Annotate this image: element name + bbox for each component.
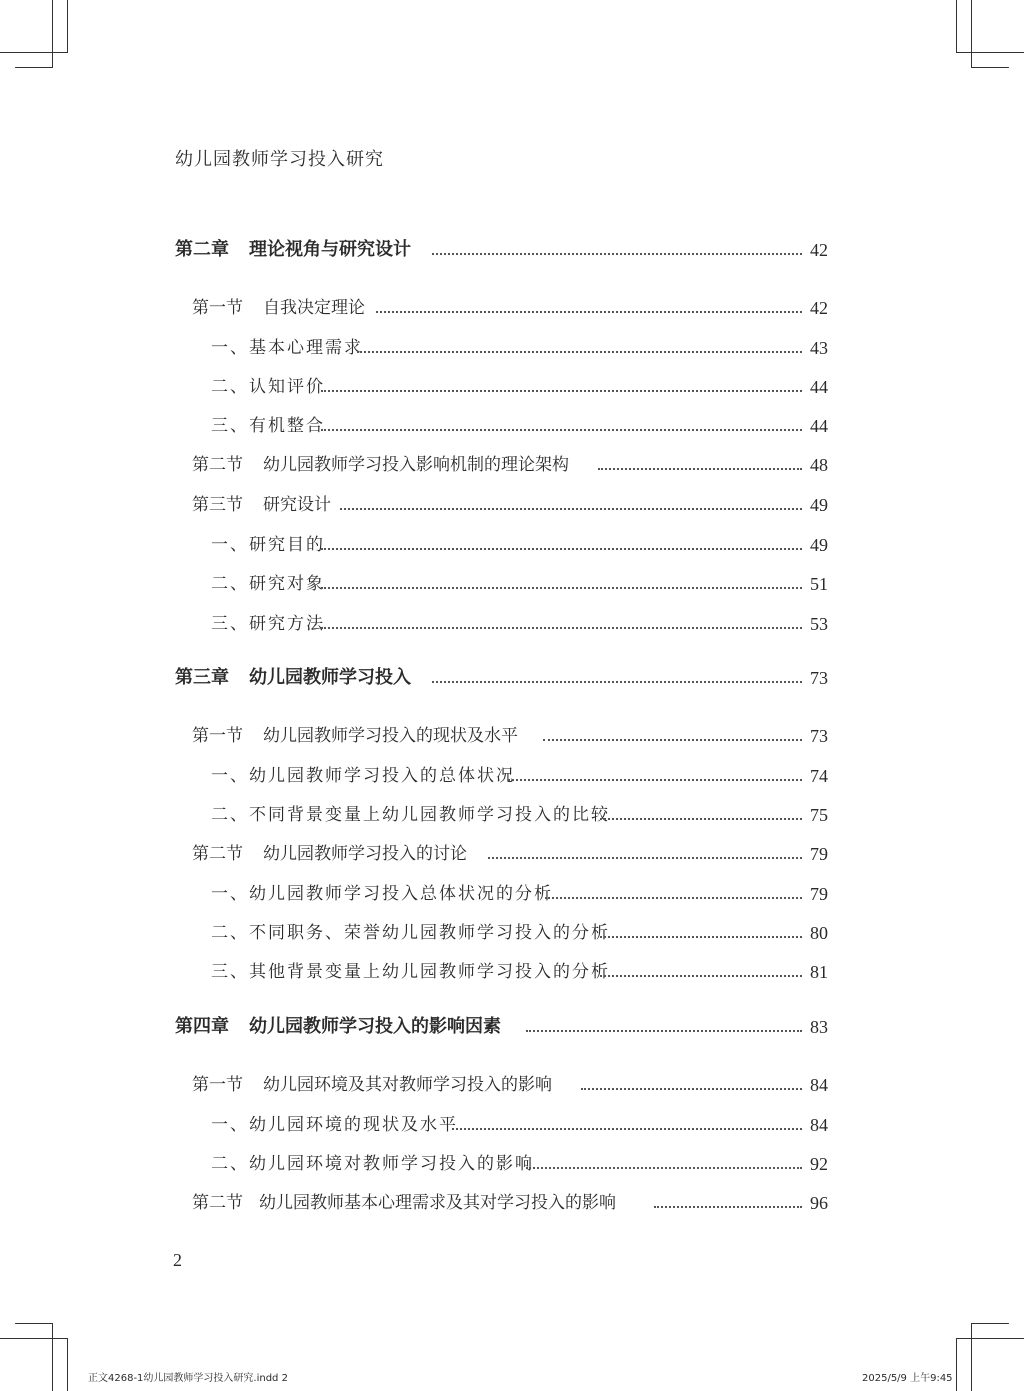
chapter-number: 第二章 bbox=[175, 239, 229, 260]
toc-item[interactable] bbox=[0, 611, 1024, 637]
section-title: 幼儿园环境及其对教师学习投入的影响 bbox=[263, 1075, 552, 1095]
section-number: 第二节 bbox=[192, 844, 243, 864]
section-title: 自我决定理论 bbox=[263, 298, 365, 318]
chapter-number: 第三章 bbox=[175, 667, 229, 688]
dot-leader bbox=[581, 1088, 802, 1090]
toc-chapter-label bbox=[175, 665, 415, 691]
toc-section[interactable] bbox=[0, 1072, 1024, 1098]
dot-leader bbox=[526, 1030, 802, 1032]
toc-page-number: 44 bbox=[810, 416, 828, 436]
crop-mark bbox=[52, 1323, 53, 1391]
crop-mark bbox=[956, 1338, 1024, 1339]
dot-leader bbox=[543, 739, 802, 741]
toc-section[interactable] bbox=[0, 723, 1024, 749]
crop-mark bbox=[956, 0, 957, 52]
toc-item-text: 二、不同职务、荣誉幼儿园教师学习投入的分析 bbox=[211, 920, 614, 946]
toc-chapter[interactable] bbox=[0, 665, 1024, 691]
dot-leader bbox=[432, 253, 802, 255]
section-number: 第一节 bbox=[192, 298, 243, 318]
dot-leader bbox=[488, 857, 802, 859]
toc-item-text: 三、研究方法 bbox=[211, 611, 329, 637]
toc-page-number: 74 bbox=[810, 766, 828, 786]
toc-page-number: 92 bbox=[810, 1154, 828, 1174]
section-title: 幼儿园教师学习投入的讨论 bbox=[263, 844, 467, 864]
toc-page-number: 42 bbox=[810, 240, 828, 260]
crop-mark bbox=[971, 0, 972, 68]
toc-section-label bbox=[192, 1072, 556, 1098]
toc-section-label bbox=[192, 492, 335, 518]
dot-leader bbox=[545, 897, 802, 899]
toc-section-label bbox=[192, 1190, 620, 1216]
toc-item-text: 一、幼儿园环境的现状及水平 bbox=[211, 1112, 462, 1138]
toc-item[interactable] bbox=[0, 802, 1024, 828]
toc-item[interactable] bbox=[0, 374, 1024, 400]
toc-chapter[interactable] bbox=[0, 1014, 1024, 1040]
dot-leader bbox=[321, 390, 802, 392]
toc-page-number: 42 bbox=[810, 298, 828, 318]
chapter-title: 理论视角与研究设计 bbox=[249, 239, 411, 260]
toc-section-label bbox=[192, 841, 471, 867]
toc-page-number: 49 bbox=[810, 535, 828, 555]
toc-page-number: 48 bbox=[810, 455, 828, 475]
slug-filename: 正文4268-1幼儿园教师学习投入研究.indd 2 bbox=[88, 1373, 288, 1384]
crop-mark bbox=[956, 52, 1024, 53]
running-head: 幼儿园教师学习投入研究 bbox=[175, 149, 384, 170]
chapter-title: 幼儿园教师学习投入 bbox=[249, 667, 411, 688]
toc-item-text: 一、幼儿园教师学习投入总体状况的分析 bbox=[211, 881, 557, 907]
toc-page-number: 81 bbox=[810, 962, 828, 982]
crop-mark bbox=[52, 0, 53, 68]
dot-leader bbox=[508, 779, 802, 781]
dot-leader bbox=[654, 1206, 802, 1208]
dot-leader bbox=[357, 351, 802, 353]
slug-timestamp: 2025/5/9 上午9:45 bbox=[862, 1373, 953, 1384]
crop-mark bbox=[971, 1323, 972, 1391]
section-title: 研究设计 bbox=[263, 495, 331, 515]
toc-section-label bbox=[192, 723, 522, 749]
section-title: 幼儿园教师学习投入影响机制的理论架构 bbox=[263, 455, 569, 475]
dot-leader bbox=[321, 548, 802, 550]
toc-item[interactable] bbox=[0, 1151, 1024, 1177]
section-number: 第二节 bbox=[192, 1193, 243, 1213]
crop-mark bbox=[0, 1338, 68, 1339]
toc-chapter-label bbox=[175, 1014, 505, 1040]
toc-page-number: 83 bbox=[810, 1017, 828, 1037]
crop-mark bbox=[971, 1323, 1009, 1324]
toc-section[interactable] bbox=[0, 1190, 1024, 1216]
dot-leader bbox=[452, 1128, 802, 1130]
toc-page-number: 73 bbox=[810, 668, 828, 688]
toc-item[interactable] bbox=[0, 532, 1024, 558]
section-number: 第一节 bbox=[192, 726, 243, 746]
toc-item[interactable] bbox=[0, 335, 1024, 361]
crop-mark bbox=[15, 67, 52, 68]
crop-mark bbox=[971, 67, 1009, 68]
dot-leader bbox=[600, 975, 802, 977]
toc-page-number: 73 bbox=[810, 726, 828, 746]
toc-page-number: 43 bbox=[810, 338, 828, 358]
section-title: 幼儿园教师基本心理需求及其对学习投入的影响 bbox=[259, 1193, 616, 1213]
dot-leader bbox=[598, 468, 802, 470]
toc-item-text: 一、研究目的 bbox=[211, 532, 329, 558]
crop-mark bbox=[0, 52, 68, 53]
crop-mark bbox=[15, 1323, 52, 1324]
toc-section-label bbox=[192, 295, 369, 321]
dot-leader bbox=[600, 936, 802, 938]
dot-leader bbox=[600, 818, 802, 820]
toc-page-number: 96 bbox=[810, 1193, 828, 1213]
toc-section[interactable] bbox=[0, 452, 1024, 478]
section-number: 第一节 bbox=[192, 1075, 243, 1095]
crop-mark bbox=[67, 1338, 68, 1391]
crop-mark bbox=[956, 1338, 957, 1391]
toc-item[interactable] bbox=[0, 1112, 1024, 1138]
toc-section-label bbox=[192, 452, 573, 478]
dot-leader bbox=[432, 681, 802, 683]
section-number: 第二节 bbox=[192, 455, 243, 475]
dot-leader bbox=[340, 508, 802, 510]
chapter-number: 第四章 bbox=[175, 1016, 229, 1037]
toc-item[interactable] bbox=[0, 413, 1024, 439]
section-title: 幼儿园教师学习投入的现状及水平 bbox=[263, 726, 518, 746]
toc-page-number: 84 bbox=[810, 1075, 828, 1095]
section-number: 第三节 bbox=[192, 495, 243, 515]
toc-item-text: 二、认知评价 bbox=[211, 374, 329, 400]
toc-item-text: 三、有机整合 bbox=[211, 413, 329, 439]
toc-item[interactable] bbox=[0, 920, 1024, 946]
dot-leader bbox=[321, 429, 802, 431]
toc-item-text: 一、幼儿园教师学习投入的总体状况 bbox=[211, 763, 519, 789]
toc-item-text: 二、幼儿园环境对教师学习投入的影响 bbox=[211, 1151, 538, 1177]
dot-leader bbox=[321, 587, 802, 589]
toc-item-text: 二、不同背景变量上幼儿园教师学习投入的比较 bbox=[211, 802, 614, 828]
chapter-title: 幼儿园教师学习投入的影响因素 bbox=[249, 1016, 501, 1037]
toc-section[interactable] bbox=[0, 492, 1024, 518]
dot-leader bbox=[321, 627, 802, 629]
toc-item[interactable] bbox=[0, 959, 1024, 985]
toc-item[interactable] bbox=[0, 571, 1024, 597]
toc-page-number: 84 bbox=[810, 1115, 828, 1135]
toc-item[interactable] bbox=[0, 763, 1024, 789]
toc-page-number: 44 bbox=[810, 377, 828, 397]
toc-section[interactable] bbox=[0, 841, 1024, 867]
toc-page-number: 53 bbox=[810, 614, 828, 634]
dot-leader bbox=[526, 1167, 802, 1169]
page-number: 2 bbox=[173, 1250, 182, 1270]
toc-chapter[interactable] bbox=[0, 237, 1024, 263]
toc-item-text: 三、其他背景变量上幼儿园教师学习投入的分析 bbox=[211, 959, 614, 985]
toc-page-number: 49 bbox=[810, 495, 828, 515]
toc-page-number: 51 bbox=[810, 574, 828, 594]
toc-page-number: 79 bbox=[810, 844, 828, 864]
toc-item-text: 一、基本心理需求 bbox=[211, 335, 367, 361]
toc-page-number: 80 bbox=[810, 923, 828, 943]
toc-item-text: 二、研究对象 bbox=[211, 571, 329, 597]
dot-leader bbox=[376, 311, 802, 313]
toc-page-number: 79 bbox=[810, 884, 828, 904]
toc-section[interactable] bbox=[0, 295, 1024, 321]
crop-mark bbox=[67, 0, 68, 52]
toc-item[interactable] bbox=[0, 881, 1024, 907]
toc-chapter-label bbox=[175, 237, 415, 263]
toc-page-number: 75 bbox=[810, 805, 828, 825]
